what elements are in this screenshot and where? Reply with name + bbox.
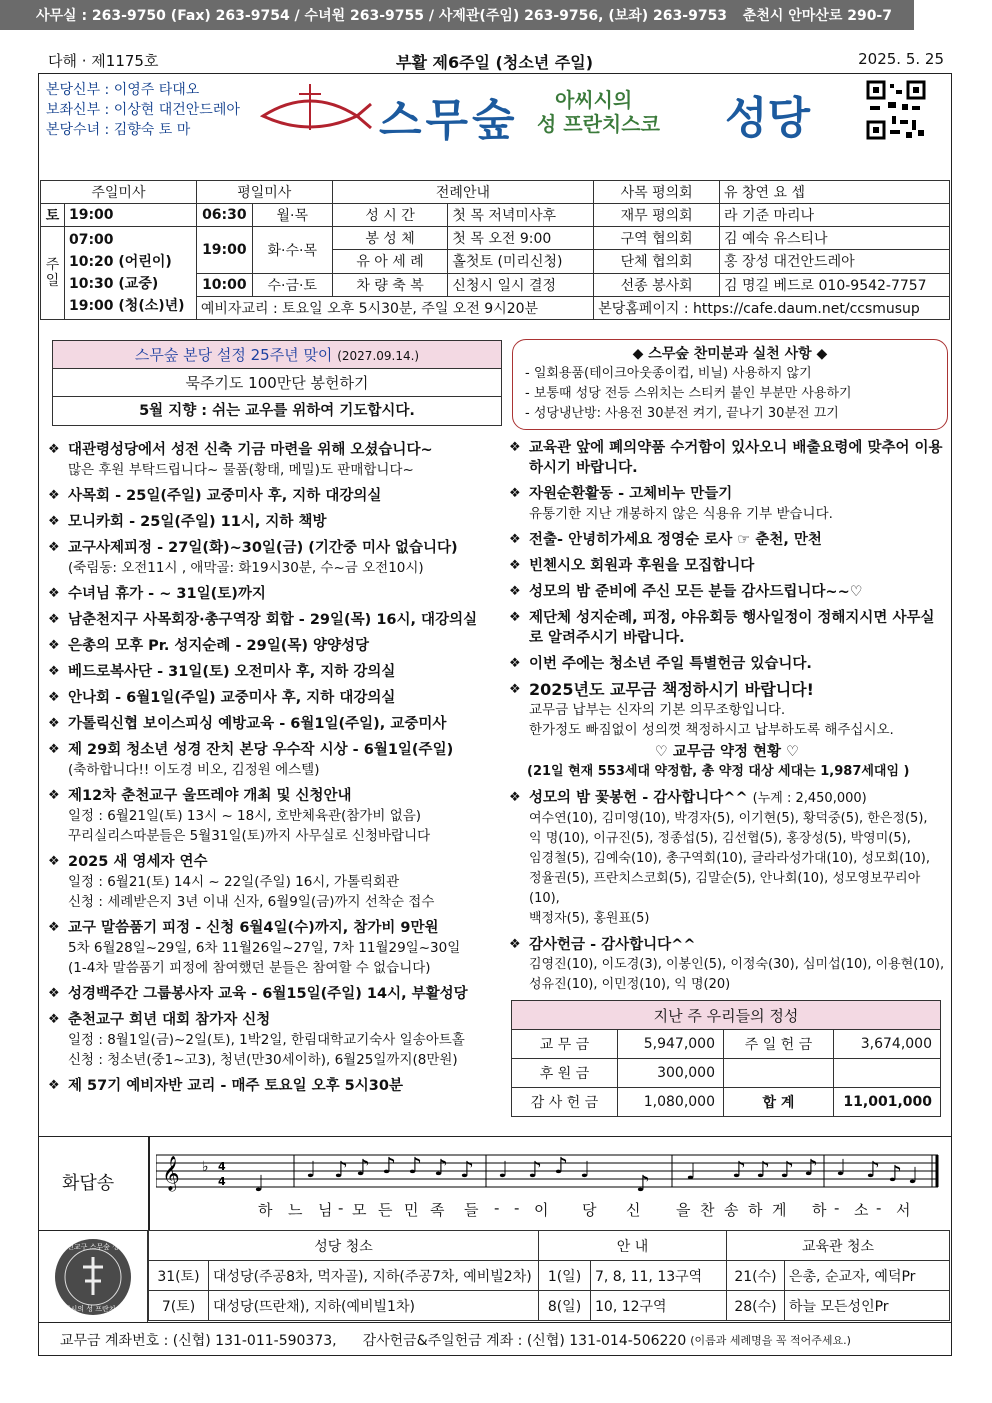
notice-item: ❖ 제 29회 청소년 성경 잔치 본당 우수작 시상 - 6월1일(주일) xyxy=(48,740,504,760)
cleaning-date: 7(토) xyxy=(149,1291,209,1321)
svg-text:♩: ♩ xyxy=(580,1158,591,1183)
total-label: 합 계 xyxy=(724,1088,834,1117)
svg-text:♩: ♩ xyxy=(254,1172,265,1197)
notice-item: ❖ 모니카회 - 25일(주일) 11시, 지하 책방 xyxy=(48,512,504,532)
weekday-mass-header: 평일미사 xyxy=(196,181,332,204)
svg-text:♪: ♪ xyxy=(756,1158,771,1183)
notice-item: ❖ 춘천교구 희년 대회 참가자 신청 xyxy=(48,1010,504,1030)
council-label: 선종 봉사회 xyxy=(594,273,720,296)
notice-item: ❖ 남춘천지구 사목회장·총구역장 회합 - 29일(목) 16시, 대강의실 xyxy=(48,610,504,630)
notice-item: ❖ 성경백주간 그룹봉사자 교육 - 6월15일(주일) 14시, 부활성당 xyxy=(48,984,504,1004)
notice-item: ❖ 자원순환활동 - 고체비누 만들기 xyxy=(509,484,945,504)
donor-line: 백정자(5), 홍원표(5) xyxy=(529,911,650,926)
svg-text:♪: ♪ xyxy=(636,1172,651,1197)
guide-date: 1(일) xyxy=(539,1261,591,1291)
guide-districts: 10, 12구역 xyxy=(591,1291,727,1321)
pastor: 본당신부 : 이영주 타대오 xyxy=(46,82,200,98)
council-value: 라 기준 마리나 xyxy=(720,204,950,227)
council-head: 유 창연 요 셉 xyxy=(720,181,950,204)
notice-item: ❖ 교구 말씀품기 피정 - 신청 6월4일(수)까지, 참가비 9만원 xyxy=(48,918,504,938)
guide-label: 차 량 축 복 xyxy=(332,273,448,296)
svg-text:♪: ♪ xyxy=(732,1158,747,1183)
notice-item: ❖ 수녀님 휴가 - ~ 31일(토)까지 xyxy=(48,584,504,604)
svg-text:♪: ♪ xyxy=(334,1158,349,1183)
sunday-mass-header: 주일미사 xyxy=(41,181,197,204)
responsorial-psalm xyxy=(38,1136,952,1230)
offering-label: 주 일 헌 금 xyxy=(724,1030,834,1059)
psalm-lyrics: 하 느 님 - 모 든 민 족 들 - - 이 당 신 을 찬 송 하 게 하 - 소 - 서 xyxy=(258,1199,911,1219)
svg-text:♪: ♪ xyxy=(804,1156,819,1181)
guide-label: 유 아 세 례 xyxy=(332,250,448,273)
notice-item: ❖ 제 57기 예비자반 교리 - 매주 토요일 오후 5시30분 xyxy=(48,1076,504,1096)
praise-practice-box xyxy=(512,339,948,430)
mass-schedule-table xyxy=(40,180,950,320)
office-address: 춘천시 안마산로 290-7 xyxy=(742,8,892,24)
svg-text:아씨시의 성 프란치스코: 아씨시의 성 프란치스코 xyxy=(56,1305,130,1313)
praise-item: - 일회용품(테이크아웃종이컵, 비닐) 사용하지 않기 xyxy=(525,366,812,381)
assistant-priest: 보좌신부 : 이상현 대건안드레아 xyxy=(46,102,240,118)
church-logo xyxy=(255,78,845,146)
edu-groups: 하늘 모든성인Pr xyxy=(785,1291,950,1321)
weekday-days: 수·금·토 xyxy=(252,273,332,296)
logo-church: 성당 xyxy=(725,93,811,144)
offering-account: 감사헌금&주일헌금 계좌 : (신협) 131-014-506220 xyxy=(362,1332,687,1349)
right-notices: ❖ 교육관 앞에 폐의약품 수거함이 있사오니 배출요령에 맞추어 이용하시기 바랍니다. ❖ 자원순환활동 - 고체비누 만들기 유통기한 지난 개봉하지 않은 식용유 기부 받습니다. ❖ 전출- 안녕히가세요 정영순 로사 ☞ 춘천, 만천 ❖ 빈첸시오 회원과 후원을 모집합니다 ❖ 성모의 밤 준비에 주신 모든 분들 감사드립니다~~♡ ❖ 제단체 성지순례, 피정, 야유회등 행사일정이 정해지시면 사무실로 알려주시기 바랍니다. ❖ 이번 주에는 청소년 주일 특별헌금 있습니다. ❖ 2025년도 교무금 책정하시기 바랍니다! 교무금 납부는 신자의 기본 의무조항입니다. 한가정도 빠짐없이 성의껏 책정하시고 납부하도록 해주십시오. ♡ 교무금 약정 현황 ♡ (21일 현재 553세대 약정함, 총 약정 대상 세대는 1,987세대임 ) ❖ 성모의 밤 꽃봉헌 - 감사합니다^^ (누계 : 2,450,000) 여수연(10), 김미영(10), 박경자(5), 이기현(5), 황덕중(5), 한은정(5), 익 명(10), 이규진(5), 정종섭(5), 김선협(5), 홍장성(5), 박영미(5), 임경철(5), 김예숙(10), 총구역회(10), 글라라성가대(10), 성모회(10), 정율권(5), 프란치스코회(5), 김말순(5), 안나회(10), 성모영보꾸리아(10), 백정자(5), 홍원표(5) ❖ 감사헌금 - 감사합니다^^ 김영진(10), 이도경(3), 이봉인(5), 이정숙(30), 심미섭(10), 이용현(10), 성유진(10), 이민정(10), 익 명(20) xyxy=(509,438,945,995)
notice-item: ❖ 이번 주에는 청소년 주일 특별헌금 있습니다. xyxy=(509,654,945,674)
notice-item-dues: ❖ 2025년도 교무금 책정하시기 바랍니다! xyxy=(509,680,945,700)
council-label: 구역 협의회 xyxy=(594,227,720,250)
council-value: 김 예숙 유스티나 xyxy=(720,227,950,250)
svg-text:♩: ♩ xyxy=(686,1160,697,1185)
svg-text:♪: ♪ xyxy=(434,1156,449,1181)
council-value: 김 명길 베드로 010-9542-7757 xyxy=(720,273,950,296)
edu-cleaning-header: 교육관 청소 xyxy=(727,1231,950,1261)
svg-text:♪: ♪ xyxy=(460,1158,475,1183)
date: 2025. 5. 25 xyxy=(858,50,944,68)
flat-icon: ♭ xyxy=(202,1159,209,1175)
council-header: 사목 평의회 xyxy=(594,181,720,204)
left-notices: ❖ 대관령성당에서 성전 신축 기금 마련을 위해 오셨습니다~ 많은 후원 부탁드립니다~ 물품(황태, 메밀)도 판매합니다~ ❖ 사목회 - 25일(주일) 교중미사 후, 지하 대강의실 ❖ 모니카회 - 25일(주일) 11시, 지하 책방 ❖ 교구사제피정 - 27일(화)~30일(금) (기간중 미사 없습니다) (죽림동: 오전11시 , 애막골: 화19시30분, 수~금 오전10시) ❖ 수녀님 휴가 - ~ 31일(토)까지 ❖ 남춘천지구 사목회장·총구역장 회합 - 29일(목) 16시, 대강의실 ❖ 은총의 모후 Pr. 성지순례 - 29일(목) 양양성당 ❖ 베드로복사단 - 31일(토) 오전미사 후, 지하 강의실 ❖ 안나회 - 6월1일(주일) 교중미사 후, 지하 대강의실 ❖ 가톨릭신협 보이스피싱 예방교육 - 6월1일(주일), 교중미사 ❖ 제 29회 청소년 성경 잔치 본당 우수작 시상 - 6월1일(주일) (축하합니다!! 이도경 비오, 김정원 에스텔) ❖ 제12차 춘천교구 울뜨레야 개최 및 신청안내 일정 : 6월21일(토) 13시 ~ 18시, 호반체육관(참가비 없음) 꾸리실리스따분들은 5월31일(토)까지 사무실로 신청바랍니다 ❖ 2025 새 영세자 연수 일정 : 6월21(토) 14시 ~ 22일(주일) 16시, 가톨릭회관 신청 : 세례받은지 3년 이내 신자, 6월9일(금)까지 선착순 접수 ❖ 교구 말씀품기 피정 - 신청 6월4일(수)까지, 참가비 9만원 5차 6월28일~29일, 6차 11월26일~27일, 7차 11월29일~30일 (1-4차 말씀품기 피정에 참여했던 분들은 참여할 수 없습니다) ❖ 성경백주간 그룹봉사자 교육 - 6월15일(주일) 14시, 부활성당 ❖ 춘천교구 희년 대회 참가자 신청 일정 : 8월1일(금)~2일(토), 1박2일, 한림대학교기숙사 일송아트홀 신청 : 청소년(중1~고3), 청년(만30세이하), 6월25일까지(8만원) ❖ 제 57기 예비자반 교리 - 매주 토요일 오후 5시30분 xyxy=(48,440,504,1096)
notice-item: ❖ 2025 새 영세자 연수 xyxy=(48,852,504,872)
anniversary-box xyxy=(52,340,502,426)
guide-value: 홀첫토 (미리신청) xyxy=(448,250,594,273)
notice-item: ❖ 교구사제피정 - 27일(화)~30일(금) (기간중 미사 없습니다) xyxy=(48,538,504,558)
sunday-time: 10:30 (교중) xyxy=(68,276,159,292)
svg-text:♪: ♪ xyxy=(408,1154,423,1179)
sunday-time: 19:00 (청(소)년) xyxy=(68,298,185,314)
council-label: 단체 협의회 xyxy=(594,250,720,273)
psalm-label: 화답송 xyxy=(62,1173,115,1194)
cleaning-groups: 대성당(뜨란채), 지하(예비빌1차) xyxy=(209,1291,539,1321)
guide-value: 첫 목 오전 9:00 xyxy=(448,227,594,250)
edu-date: 21(수) xyxy=(727,1261,785,1291)
pledge-status: (21일 현재 553세대 약정함, 총 약정 대상 세대는 1,987세대임 ) xyxy=(527,764,910,779)
thanks-offering-title: ❖ 감사헌금 - 감사합니다^^ xyxy=(509,935,945,955)
logo-sub2: 성 프란치스코 xyxy=(537,112,660,136)
weekday-time: 10:00 xyxy=(196,273,252,296)
donor-line: 정율권(5), 프란치스코회(5), 김말순(5), 안나회(10), 성모영보꾸리아(10), xyxy=(529,871,921,906)
page-title: 부활 제6주일 (청소년 주일) xyxy=(396,53,594,72)
svg-text:♪: ♪ xyxy=(528,1158,543,1183)
cleaning-table xyxy=(148,1230,950,1321)
notice-item: ❖ 가톨릭신협 보이스피싱 예방교육 - 6월1일(주일), 교중미사 xyxy=(48,714,504,734)
donor-line: 여수연(10), 김미영(10), 박경자(5), 이기현(5), 황덕중(5), 한은정(5), xyxy=(529,811,928,826)
weekday-time: 19:00 xyxy=(196,227,252,274)
rosary-goal: 묵주기도 100만단 봉헌하기 xyxy=(53,369,501,397)
svg-text:♪: ♪ xyxy=(780,1158,795,1183)
notice-item: ❖ 빈첸시오 회원과 후원을 모집합니다 xyxy=(509,556,945,576)
notice-item: ❖ 전출- 안녕히가세요 정영순 로사 ☞ 춘천, 만천 xyxy=(509,530,945,550)
issue-number: 다해 · 제1175호 xyxy=(48,52,159,70)
anniversary-title: 스무숲 본당 설정 25주년 맞이 (2027.09.14.) xyxy=(53,341,501,369)
svg-text:춘천교구 스무숲 성당: 춘천교구 스무숲 성당 xyxy=(60,1243,126,1251)
dues-account: 교무금 계좌번호 : (신협) 131-011-590373, xyxy=(60,1332,337,1349)
guide-districts: 7, 8, 11, 13구역 xyxy=(591,1261,727,1291)
music-staff xyxy=(156,1149,946,1199)
homepage-link[interactable]: 본당홈페이지 : https://cafe.daum.net/ccsmusup xyxy=(594,296,950,319)
praise-item: - 보통때 성당 전등 스위치는 스티커 붙인 부분만 사용하기 xyxy=(525,386,852,401)
edu-date: 28(수) xyxy=(727,1291,785,1321)
parish-seal xyxy=(53,1237,133,1317)
guide-label: 봉 성 체 xyxy=(332,227,448,250)
sunday-time: 10:20 (어린이) xyxy=(68,254,172,270)
clergy-list xyxy=(46,80,240,140)
qr-code[interactable] xyxy=(866,80,926,140)
donor-line: 김영진(10), 이도경(3), 이봉인(5), 이정숙(30), 심미섭(10), 이용현(10), xyxy=(529,957,945,972)
svg-text:♪: ♪ xyxy=(554,1154,569,1179)
offering-value: 3,674,000 xyxy=(834,1030,941,1059)
cleaning-header: 성당 청소 xyxy=(149,1231,539,1261)
svg-text:♩: ♩ xyxy=(908,1164,919,1189)
notice-item: ❖ 제단체 성지순례, 피정, 야유회등 행사일정이 정해지시면 사무실로 알려주시기 바랍니다. xyxy=(509,608,945,648)
offering-value: 1,080,000 xyxy=(618,1088,724,1117)
office-phones: 사무실 : 263-9750 (Fax) 263-9754 / 수녀원 263-9755 / 사제관(주임) 263-9756, (보좌) 263-9753 xyxy=(36,8,728,24)
bank-accounts xyxy=(38,1322,952,1356)
sunday-time: 07:00 xyxy=(68,232,114,248)
offering-value: 300,000 xyxy=(618,1059,724,1088)
saturday-label: 토 xyxy=(41,204,65,227)
notice-item: ❖ 사목회 - 25일(주일) 교중미사 후, 지하 대강의실 xyxy=(48,486,504,506)
logo-name: 스무숲 xyxy=(379,95,519,146)
weekday-days: 화·수·목 xyxy=(252,227,332,274)
fish-cross-icon xyxy=(255,78,375,140)
sunday-times xyxy=(64,227,196,320)
svg-text:♩: ♩ xyxy=(498,1158,509,1183)
svg-text:♪: ♪ xyxy=(866,1158,881,1183)
donor-line: 성유진(10), 이민정(10), 익 명(20) xyxy=(529,977,731,992)
offering-label xyxy=(724,1059,834,1088)
treble-clef-icon: 𝄞 xyxy=(162,1156,180,1191)
notice-item: ❖ 은총의 모후 Pr. 성지순례 - 29일(목) 양양성당 xyxy=(48,636,504,656)
catechumen-info: 예비자교리 : 토요일 오후 5시30분, 주일 오전 9시20분 xyxy=(196,296,593,319)
svg-text:♪: ♪ xyxy=(888,1162,903,1187)
guide-value: 첫 목 저녁미사후 xyxy=(448,204,594,227)
donor-line: 익 명(10), 이규진(5), 정종섭(5), 김선협(5), 홍장성(5), 박영미(5), xyxy=(529,831,911,846)
offering-label: 후 원 금 xyxy=(512,1059,618,1088)
offering-title: 지난 주 우리들의 정성 xyxy=(512,1001,941,1030)
notice-item: ❖ 성모의 밤 준비에 주신 모든 분들 감사드립니다~~♡ xyxy=(509,582,945,602)
council-value: 홍 장성 대건안드레아 xyxy=(720,250,950,273)
svg-text:♪: ♪ xyxy=(382,1154,397,1179)
notice-item: ❖ 제12차 춘천교구 울뜨레야 개최 및 신청안내 xyxy=(48,786,504,806)
offering-table xyxy=(511,1000,941,1117)
guide-value: 신청시 일시 결정 xyxy=(448,273,594,296)
offering-label: 감 사 헌 금 xyxy=(512,1088,618,1117)
logo-sub1: 아씨시의 xyxy=(555,88,633,112)
guide-header: 안 내 xyxy=(539,1231,727,1261)
svg-text:♪: ♪ xyxy=(356,1156,371,1181)
guide-label: 성 시 간 xyxy=(332,204,448,227)
praise-item: - 성당냉난방: 사용전 30분전 켜기, 끝나기 30분전 끄기 xyxy=(525,406,839,421)
offering-label: 교 무 금 xyxy=(512,1030,618,1059)
donor-line: 임경철(5), 김예숙(10), 총구역회(10), 글라라성가대(10), 성모회(10), xyxy=(529,851,930,866)
svg-text:♩: ♩ xyxy=(836,1156,847,1181)
qr-code-icon xyxy=(866,80,926,140)
flower-offering-title: ❖ 성모의 밤 꽃봉헌 - 감사합니다^^ (누계 : 2,450,000) xyxy=(509,788,945,809)
weekday-days: 월·목 xyxy=(252,204,332,227)
offering-value: 5,947,000 xyxy=(618,1030,724,1059)
svg-text:4: 4 xyxy=(218,1175,226,1188)
weekday-time: 06:30 xyxy=(196,204,252,227)
account-note: (이름과 세례명을 꼭 적어주세요.) xyxy=(690,1333,851,1347)
svg-text:4: 4 xyxy=(218,1160,226,1173)
notice-item: ❖ 안나회 - 6월1일(주일) 교중미사 후, 지하 대강의실 xyxy=(48,688,504,708)
cleaning-date: 31(토) xyxy=(149,1261,209,1291)
monthly-intention: 5월 지향 : 쉬는 교우를 위하여 기도합시다. xyxy=(139,403,415,419)
edu-groups: 은총, 순교자, 예덕Pr xyxy=(785,1261,950,1291)
cleaning-groups: 대성당(주공8차, 먹자골), 지하(주공7차, 예비빌2차) xyxy=(209,1261,539,1291)
council-label: 재무 평의회 xyxy=(594,204,720,227)
praise-title: ◆ 스무숲 찬미분과 실천 사항 ◆ xyxy=(632,346,828,362)
parish-seal-cell xyxy=(38,1230,148,1322)
liturgy-guide-header: 전례안내 xyxy=(332,181,594,204)
offering-value xyxy=(834,1059,941,1088)
office-bar xyxy=(0,0,914,30)
total-value: 11,001,000 xyxy=(834,1088,941,1117)
notice-item: ❖ 베드로복사단 - 31일(토) 오전미사 후, 지하 강의실 xyxy=(48,662,504,682)
notice-item: ❖ 대관령성당에서 성전 신축 기금 마련을 위해 오셨습니다~ xyxy=(48,440,504,460)
notice-item: ❖ 교육관 앞에 폐의약품 수거함이 있사오니 배출요령에 맞추어 이용하시기 바랍니다. xyxy=(509,438,945,478)
guide-date: 8(일) xyxy=(539,1291,591,1321)
sister: 본당수녀 : 김향숙 토 마 xyxy=(46,122,191,138)
pledge-title: ♡ 교무금 약정 현황 ♡ xyxy=(654,744,800,760)
saturday-time: 19:00 xyxy=(64,204,196,227)
sunday-label: 주일 xyxy=(41,227,65,320)
svg-text:♩: ♩ xyxy=(306,1158,317,1183)
